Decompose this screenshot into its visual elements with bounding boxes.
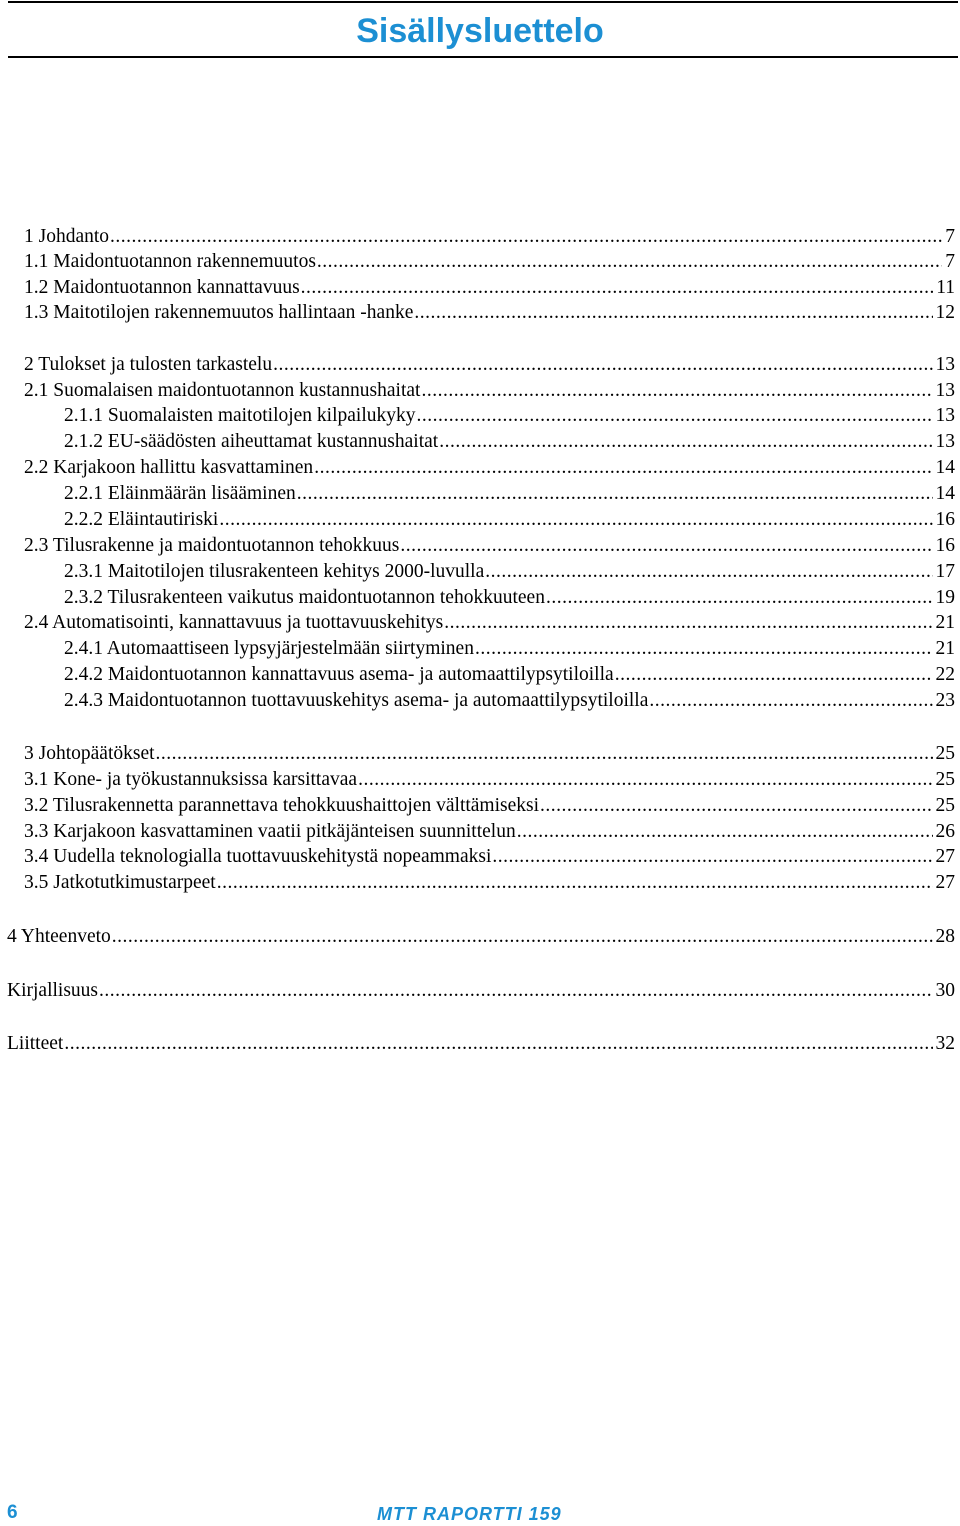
toc-entry[interactable] <box>24 456 955 480</box>
toc-entry-title: 2.2.1 Eläinmäärän lisääminen <box>64 483 296 504</box>
toc-entry-title: 2.3.1 Maitotilojen tilusrakenteen kehitys 2000-luvulla <box>64 561 485 582</box>
toc-entry-page: 7 <box>945 251 955 272</box>
toc-entry-title: 2.3.2 Tilusrakenteen vaikutus maidontuotannon tehokkuuteen <box>64 587 545 608</box>
dot-leader <box>156 742 933 766</box>
dot-leader <box>99 979 933 1003</box>
toc-entry-page: 27 <box>935 872 955 893</box>
toc-entry-title: 2.1 Suomalaisen maidontuotannon kustannushaitat <box>24 380 421 401</box>
page-title: Sisällysluettelo <box>356 12 604 50</box>
toc-entry-page: 13 <box>935 431 955 452</box>
toc-entry[interactable] <box>24 353 955 377</box>
toc-entry-page: 30 <box>935 980 955 1001</box>
toc-entry[interactable] <box>24 611 955 635</box>
toc-entry[interactable] <box>64 560 955 584</box>
toc-entry-title: 3.2 Tilusrakennetta parannettava tehokkuushaittojen välttämiseksi <box>24 795 540 816</box>
toc-entry-title: 3.1 Kone- ja työkustannuksissa karsittavaa <box>24 769 358 790</box>
dot-leader <box>421 379 932 403</box>
toc-entry-page: 28 <box>935 926 955 947</box>
footer-page-number: 6 <box>7 1502 18 1523</box>
dot-leader <box>444 611 932 635</box>
toc-entry-title: 2 Tulokset ja tulosten tarkastelu <box>24 354 273 375</box>
dot-leader <box>110 225 942 249</box>
toc-entry[interactable] <box>24 225 955 249</box>
toc-entry-title: 1.3 Maitotilojen rakennemuutos hallintaan -hanke <box>24 302 414 323</box>
toc-entry[interactable] <box>24 794 955 818</box>
toc-entry-title: 3.5 Jatkotutkimustarpeet <box>24 872 216 893</box>
dot-leader <box>492 845 932 869</box>
dot-leader <box>219 508 932 532</box>
toc-entry-title: Liitteet <box>7 1033 64 1054</box>
toc-entry-page: 21 <box>935 638 955 659</box>
footer-series-title: MTT RAPORTTI 159 <box>377 1504 562 1524</box>
dot-leader <box>517 820 933 844</box>
toc-entry-page: 14 <box>935 457 955 478</box>
toc-entry[interactable] <box>64 586 955 610</box>
toc-entry-title: 2.2.2 Eläintautiriski <box>64 509 219 530</box>
dot-leader <box>649 689 932 713</box>
dot-leader <box>546 586 933 610</box>
dot-leader <box>475 637 933 661</box>
toc-entry[interactable] <box>24 820 955 844</box>
toc-entry-page: 26 <box>935 821 955 842</box>
toc-entry-title: 4 Yhteenveto <box>7 926 111 947</box>
dot-leader <box>540 794 932 818</box>
toc-entry-title: Kirjallisuus <box>7 980 98 1001</box>
dot-leader <box>301 276 934 300</box>
toc-entry-title: 2.4.2 Maidontuotannon kannattavuus asema- ja automaattilypsytiloilla <box>64 664 614 685</box>
toc-entry-page: 13 <box>935 380 955 401</box>
toc-entry-page: 25 <box>935 769 955 790</box>
toc-entry[interactable] <box>24 768 955 792</box>
toc-entry[interactable] <box>24 871 955 895</box>
dot-leader <box>297 482 933 506</box>
toc-entry[interactable] <box>64 689 955 713</box>
toc-entry-title: 2.1.1 Suomalaisten maitotilojen kilpailukyky <box>64 405 416 426</box>
dot-leader <box>112 925 933 949</box>
toc-entry-page: 11 <box>936 277 955 298</box>
toc-entry-page: 7 <box>945 226 955 247</box>
toc-entry[interactable] <box>24 379 955 403</box>
toc-entry-title: 2.4 Automatisointi, kannattavuus ja tuottavuuskehitys <box>24 612 444 633</box>
toc-entry-page: 21 <box>935 612 955 633</box>
toc-entry-title: 1.2 Maidontuotannon kannattavuus <box>24 277 300 298</box>
toc-entry-page: 27 <box>935 846 955 867</box>
dot-leader <box>217 871 933 895</box>
toc-entry-title: 2.3 Tilusrakenne ja maidontuotannon tehokkuus <box>24 535 400 556</box>
toc-entry-page: 14 <box>935 483 955 504</box>
dot-leader <box>273 353 932 377</box>
toc-entry[interactable] <box>64 663 955 687</box>
toc-entry[interactable] <box>7 925 955 949</box>
toc-entry[interactable] <box>24 301 955 325</box>
dot-leader <box>358 768 932 792</box>
toc-entry[interactable] <box>24 250 955 274</box>
dot-leader <box>64 1032 932 1056</box>
toc-entry-page: 12 <box>935 302 955 323</box>
toc-entry[interactable] <box>24 845 955 869</box>
toc-entry-page: 25 <box>935 795 955 816</box>
toc-entry-page: 32 <box>935 1033 955 1054</box>
dot-leader <box>439 430 932 454</box>
dot-leader <box>314 456 932 480</box>
toc-entry-page: 13 <box>935 405 955 426</box>
toc-entry[interactable] <box>24 276 955 300</box>
toc-entry[interactable] <box>24 534 955 558</box>
toc-entry[interactable] <box>64 404 955 428</box>
toc-entry-page: 16 <box>935 509 955 530</box>
toc-entry[interactable] <box>64 482 955 506</box>
toc-entry[interactable] <box>64 508 955 532</box>
toc-entry-title: 2.4.3 Maidontuotannon tuottavuuskehitys asema- ja automaattilypsytiloilla <box>64 690 649 711</box>
toc-entry-title: 2.1.2 EU-säädösten aiheuttamat kustannushaitat <box>64 431 439 452</box>
toc-entry-title: 2.2 Karjakoon hallittu kasvattaminen <box>24 457 314 478</box>
dot-leader <box>485 560 932 584</box>
dot-leader <box>317 250 942 274</box>
toc-entry-page: 16 <box>935 535 955 556</box>
toc-entry-page: 22 <box>935 664 955 685</box>
toc-entry-page: 23 <box>935 690 955 711</box>
toc-entry-title: 3 Johtopäätökset <box>24 743 155 764</box>
toc-entry[interactable] <box>64 637 955 661</box>
dot-leader <box>414 301 932 325</box>
toc-entry-title: 3.4 Uudella teknologialla tuottavuuskehitystä nopeammaksi <box>24 846 492 867</box>
toc-entry-title: 1 Johdanto <box>24 226 110 247</box>
toc-entry[interactable] <box>7 1032 955 1056</box>
toc-entry-title: 1.1 Maidontuotannon rakennemuutos <box>24 251 316 272</box>
toc-entry[interactable] <box>24 742 955 766</box>
toc-entry-page: 25 <box>935 743 955 764</box>
header-rule-bottom <box>8 56 958 58</box>
toc-entry[interactable] <box>7 979 955 1003</box>
toc-entry[interactable] <box>64 430 955 454</box>
dot-leader <box>400 534 932 558</box>
toc-entry-page: 19 <box>935 587 955 608</box>
dot-leader <box>417 404 933 428</box>
toc-entry-page: 13 <box>935 354 955 375</box>
toc-entry-page: 17 <box>935 561 955 582</box>
toc-entry-title: 3.3 Karjakoon kasvattaminen vaatii pitkäjänteisen suunnittelun <box>24 821 516 842</box>
dot-leader <box>615 663 933 687</box>
toc-entry-title: 2.4.1 Automaattiseen lypsyjärjestelmään siirtyminen <box>64 638 474 659</box>
header-rule-top <box>8 1 958 3</box>
